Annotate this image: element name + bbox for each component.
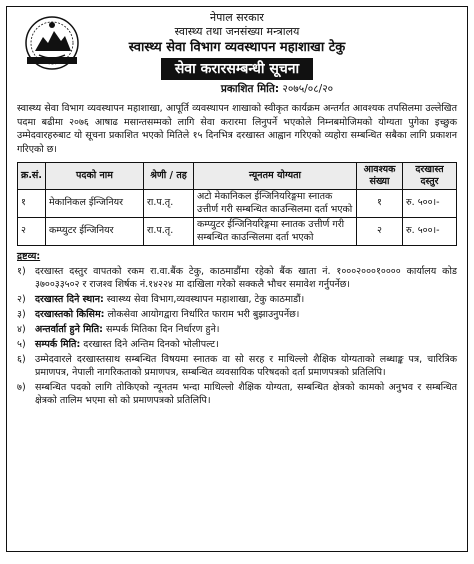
- nepal-government-emblem-icon: [21, 13, 83, 71]
- cell-count: २: [357, 218, 403, 246]
- col-header-serial: क्र.सं.: [18, 163, 46, 190]
- notice-intro-paragraph: स्वास्थ्य सेवा विभाग व्यवस्थापन महाशाखा, आपूर्ति व्यवस्थापन शाखाको स्वीकृत कार्यक्रम अन्तर्गत आवश्यक तपसिलमा उल्लेखित पदमा बढीमा २०७६ आषाढ मसान्तसम्मको लागि सेवा करारमा लिनुपर्ने भएकोले निम्नबमोजिमको योग्यता पुगेका इच्छुक उम्मेदवारहरुबाट यो सूचना प्रकाशित भएको मितिले १५ दिनभित्र दरखास्त आह्वान गरिएको व्यहोरा सम्बन्धित सबैका लागि प्रकाशन गरिएको छ।: [17, 103, 457, 155]
- col-header-post: पदको नाम: [46, 163, 144, 190]
- ministry-name: स्वास्थ्य तथा जनसंख्या मन्त्रालय: [174, 25, 300, 38]
- table-row: [18, 218, 457, 246]
- cell-fee: रु. ५००।-: [403, 190, 457, 218]
- vacancy-table-header: [18, 163, 457, 190]
- note-body: दरखास्त दिने अन्तिम दिनको भोलीपल्ट।: [80, 339, 219, 350]
- note-label: अन्तर्वार्ता हुने मिति:: [35, 324, 103, 335]
- note-text: [35, 353, 457, 379]
- note-label: दरखास्त दिने स्थान:: [35, 294, 104, 305]
- notes-title: द्रष्टव्य:: [17, 251, 41, 262]
- cell-serial: २: [18, 218, 46, 246]
- notes-section: [17, 250, 457, 407]
- note-number: ४): [17, 324, 26, 335]
- notice-title-banner: सेवा करारसम्बन्धी सूचना: [161, 58, 313, 80]
- cell-post: मेकानिकल ईन्जिनियर: [46, 190, 144, 218]
- col-header-fee: दरखास्त दस्तुर: [403, 163, 457, 190]
- list-item: [17, 308, 457, 321]
- col-header-qualification: न्यूनतम योग्यता: [194, 163, 357, 190]
- cell-qualification: अटो मेकानिकल ईन्जिनियरिङ्गमा स्नातक उत्तीर्ण गरी सम्बन्धित काउन्सिलमा दर्ता भएको: [194, 190, 357, 218]
- list-item: [17, 353, 457, 379]
- government-name: नेपाल सरकार: [210, 11, 264, 24]
- office-name: स्वास्थ्य सेवा विभाग व्यवस्थापन महाशाखा टेकु: [128, 40, 346, 55]
- publish-date-label: प्रकाशित मिति:: [220, 83, 280, 95]
- note-number: ३): [17, 309, 26, 320]
- col-header-level: श्रेणी / तह: [144, 163, 194, 190]
- note-number: २): [17, 294, 26, 305]
- note-label: दरखास्तको किसिम:: [35, 309, 105, 320]
- list-item: [17, 265, 457, 291]
- note-text: [35, 293, 457, 306]
- note-body: सम्पर्क मितिका दिन निर्धारण हुने।: [102, 324, 220, 335]
- notice-page: [6, 6, 468, 552]
- note-number: १): [17, 266, 26, 277]
- cell-level: रा.प.तृ.: [144, 190, 194, 218]
- publish-date: [7, 83, 467, 96]
- list-item: [17, 381, 457, 407]
- note-number: ५): [17, 339, 26, 350]
- note-text: [35, 265, 457, 291]
- note-text: [35, 381, 457, 407]
- note-body: लोकसेवा आयोगद्वारा निर्धारित फाराम भरी बुझाउनुपर्नेछ।: [104, 309, 300, 320]
- note-body: स्वास्थ्य सेवा विभाग,व्यवस्थापन महाशाखा, टेकु काठमाडौं।: [103, 294, 305, 305]
- table-row: [18, 190, 457, 218]
- cell-level: रा.प.तृ.: [144, 218, 194, 246]
- publish-date-value: २०७५/०८/२०: [282, 83, 334, 95]
- col-header-count: आवश्यक संख्या: [357, 163, 403, 190]
- note-body: उम्मेदवारले दरखास्तसाथ सम्बन्धित विषयमा स्नातक वा सो सरह र माथिल्लो शैक्षिक योग्यताको लब्धाङ्क पत्र, चारित्रिक प्रमाणपत्र, नेपाली नागरिकताको प्रमाणपत्र, सम्बन्धित व्यवसायिक परिषदको दर्ता प्रमाणपत्रको प्रतिलिपि।: [35, 354, 457, 378]
- note-body: दरखास्त दस्तुर वापतको रकम रा.वा.बैंक टेकु, काठमाडौंमा रहेको बैंक खाता नं. १०००२०००१०००० कार्यालय कोड ३७००३३५०२ र राजश्व शिर्षक नं.१४२२४ मा दाखिला गरेको सक्कलै भौचर समावेश गर्नुपर्नेछ।: [35, 266, 457, 290]
- cell-fee: रु. ५००।-: [403, 218, 457, 246]
- note-text: [35, 338, 457, 351]
- note-number: ६): [17, 354, 26, 365]
- list-item: [17, 293, 457, 306]
- cell-serial: १: [18, 190, 46, 218]
- cell-post: कम्प्युटर ईन्जिनियर: [46, 218, 144, 246]
- note-body: सम्बन्धित पदको लागि तोकिएको न्यूनतम भन्दा माथिल्लो शैक्षिक योग्यता, सम्बन्धित क्षेत्रको कामको अनुभव र सम्बन्धित क्षेत्रको तालिम भएमा सो को प्रमाणपत्रको प्रतिलिपि।: [35, 382, 457, 406]
- list-item: [17, 323, 457, 336]
- cell-count: १: [357, 190, 403, 218]
- note-label: सम्पर्क मिति:: [35, 339, 81, 350]
- vacancy-table: [17, 162, 457, 246]
- note-text: [35, 323, 457, 336]
- note-number: ७): [17, 382, 26, 393]
- cell-qualification: कम्प्युटर ईन्जिनियरिङ्गमा स्नातक उत्तीर्ण गरी सम्बन्धित काउन्सिलमा दर्ता भएको: [194, 218, 357, 246]
- list-item: [17, 338, 457, 351]
- note-text: [35, 308, 457, 321]
